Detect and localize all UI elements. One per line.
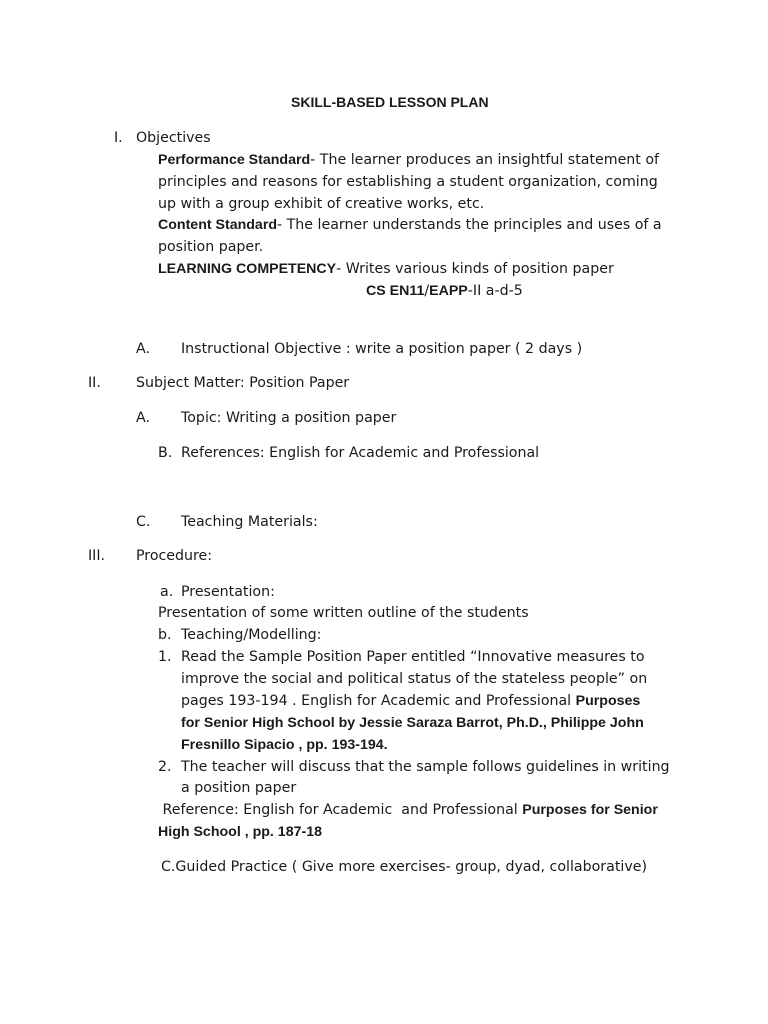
performance-standard-line-1 bbox=[158, 149, 659, 171]
procedure-presentation: Presentation: bbox=[181, 584, 275, 600]
performance-standard-line-3: up with a group exhibit of creative works, etc. bbox=[158, 196, 485, 212]
list-item-1-line-3 bbox=[181, 690, 640, 712]
list-item-1-line-4: for Senior High School by Jessie Saraza Barrot, Ph.D., Philippe John bbox=[181, 715, 644, 731]
reference-line-1 bbox=[158, 799, 658, 821]
list-item-2-line-1: The teacher will discuss that the sample follows guidelines in writing bbox=[181, 759, 670, 775]
reference-line-1-text: Reference: English for Academic and Professional bbox=[158, 802, 523, 818]
reference-line-2: High School , pp. 187-18 bbox=[158, 824, 322, 840]
competency-code-part-a: CS EN11 bbox=[366, 283, 425, 299]
learning-competency bbox=[158, 258, 614, 280]
guided-practice: C.Guided Practice ( Give more exercises- group, dyad, collaborative) bbox=[161, 859, 647, 875]
content-standard-line-2: position paper. bbox=[158, 239, 264, 255]
objective-a-marker: A. bbox=[136, 341, 150, 357]
performance-standard-label: Performance Standard bbox=[158, 152, 311, 168]
competency-code-separator: / bbox=[424, 283, 430, 299]
subject-references: References: English for Academic and Professional bbox=[181, 445, 540, 461]
list-item-2-marker: 2. bbox=[158, 759, 172, 775]
performance-standard-text: - The learner produces an insightful statement of bbox=[310, 152, 660, 168]
content-standard-text: - The learner understands the principles and uses of a bbox=[277, 217, 662, 233]
procedure-teaching-modelling: Teaching/Modelling: bbox=[181, 627, 322, 643]
list-item-1-line-1: Read the Sample Position Paper entitled “Innovative measures to bbox=[181, 649, 645, 665]
performance-standard-line-2: principles and reasons for establishing a student organization, coming bbox=[158, 174, 658, 190]
content-standard-label: Content Standard bbox=[158, 217, 278, 233]
competency-code bbox=[366, 280, 523, 302]
learning-competency-text: - Writes various kinds of position paper bbox=[336, 261, 614, 277]
document-title: SKILL-BASED LESSON PLAN bbox=[291, 94, 489, 110]
subject-teaching-materials: Teaching Materials: bbox=[181, 514, 318, 530]
procedure-a-marker: a. bbox=[160, 584, 174, 600]
procedure-b-marker: b. bbox=[158, 627, 172, 643]
instructional-objective: Instructional Objective : write a position paper ( 2 days ) bbox=[181, 341, 583, 357]
reference-line-1-bold: Purposes for Senior bbox=[522, 802, 658, 818]
section-1-numeral: I. bbox=[114, 130, 123, 146]
presentation-description: Presentation of some written outline of the students bbox=[158, 605, 529, 621]
subject-topic: Topic: Writing a position paper bbox=[181, 410, 397, 426]
section-3-heading: Procedure: bbox=[136, 548, 213, 564]
learning-competency-label: LEARNING COMPETENCY bbox=[158, 261, 337, 277]
section-1-heading: Objectives bbox=[136, 130, 211, 146]
list-item-2-line-2: a position paper bbox=[181, 780, 297, 796]
competency-code-part-b: EAPP bbox=[429, 283, 468, 299]
subject-c-marker: C. bbox=[136, 514, 151, 530]
section-2-heading: Subject Matter: Position Paper bbox=[136, 375, 350, 391]
subject-a-marker: A. bbox=[136, 410, 150, 426]
section-2-numeral: II. bbox=[88, 375, 101, 391]
content-standard-line-1 bbox=[158, 214, 662, 236]
list-item-1-marker: 1. bbox=[158, 649, 172, 665]
section-3-numeral: III. bbox=[88, 548, 106, 564]
subject-b-marker: B. bbox=[158, 445, 173, 461]
list-item-1-line-2: improve the social and political status of the stateless people” on bbox=[181, 671, 648, 687]
competency-code-part-c: -II a-d-5 bbox=[467, 283, 523, 299]
list-item-1-line-3-text: pages 193-194 . English for Academic and Professional bbox=[181, 693, 576, 709]
list-item-1-line-3-bold: Purposes bbox=[575, 693, 641, 709]
list-item-1-line-5: Fresnillo Sipacio , pp. 193-194. bbox=[181, 737, 388, 753]
